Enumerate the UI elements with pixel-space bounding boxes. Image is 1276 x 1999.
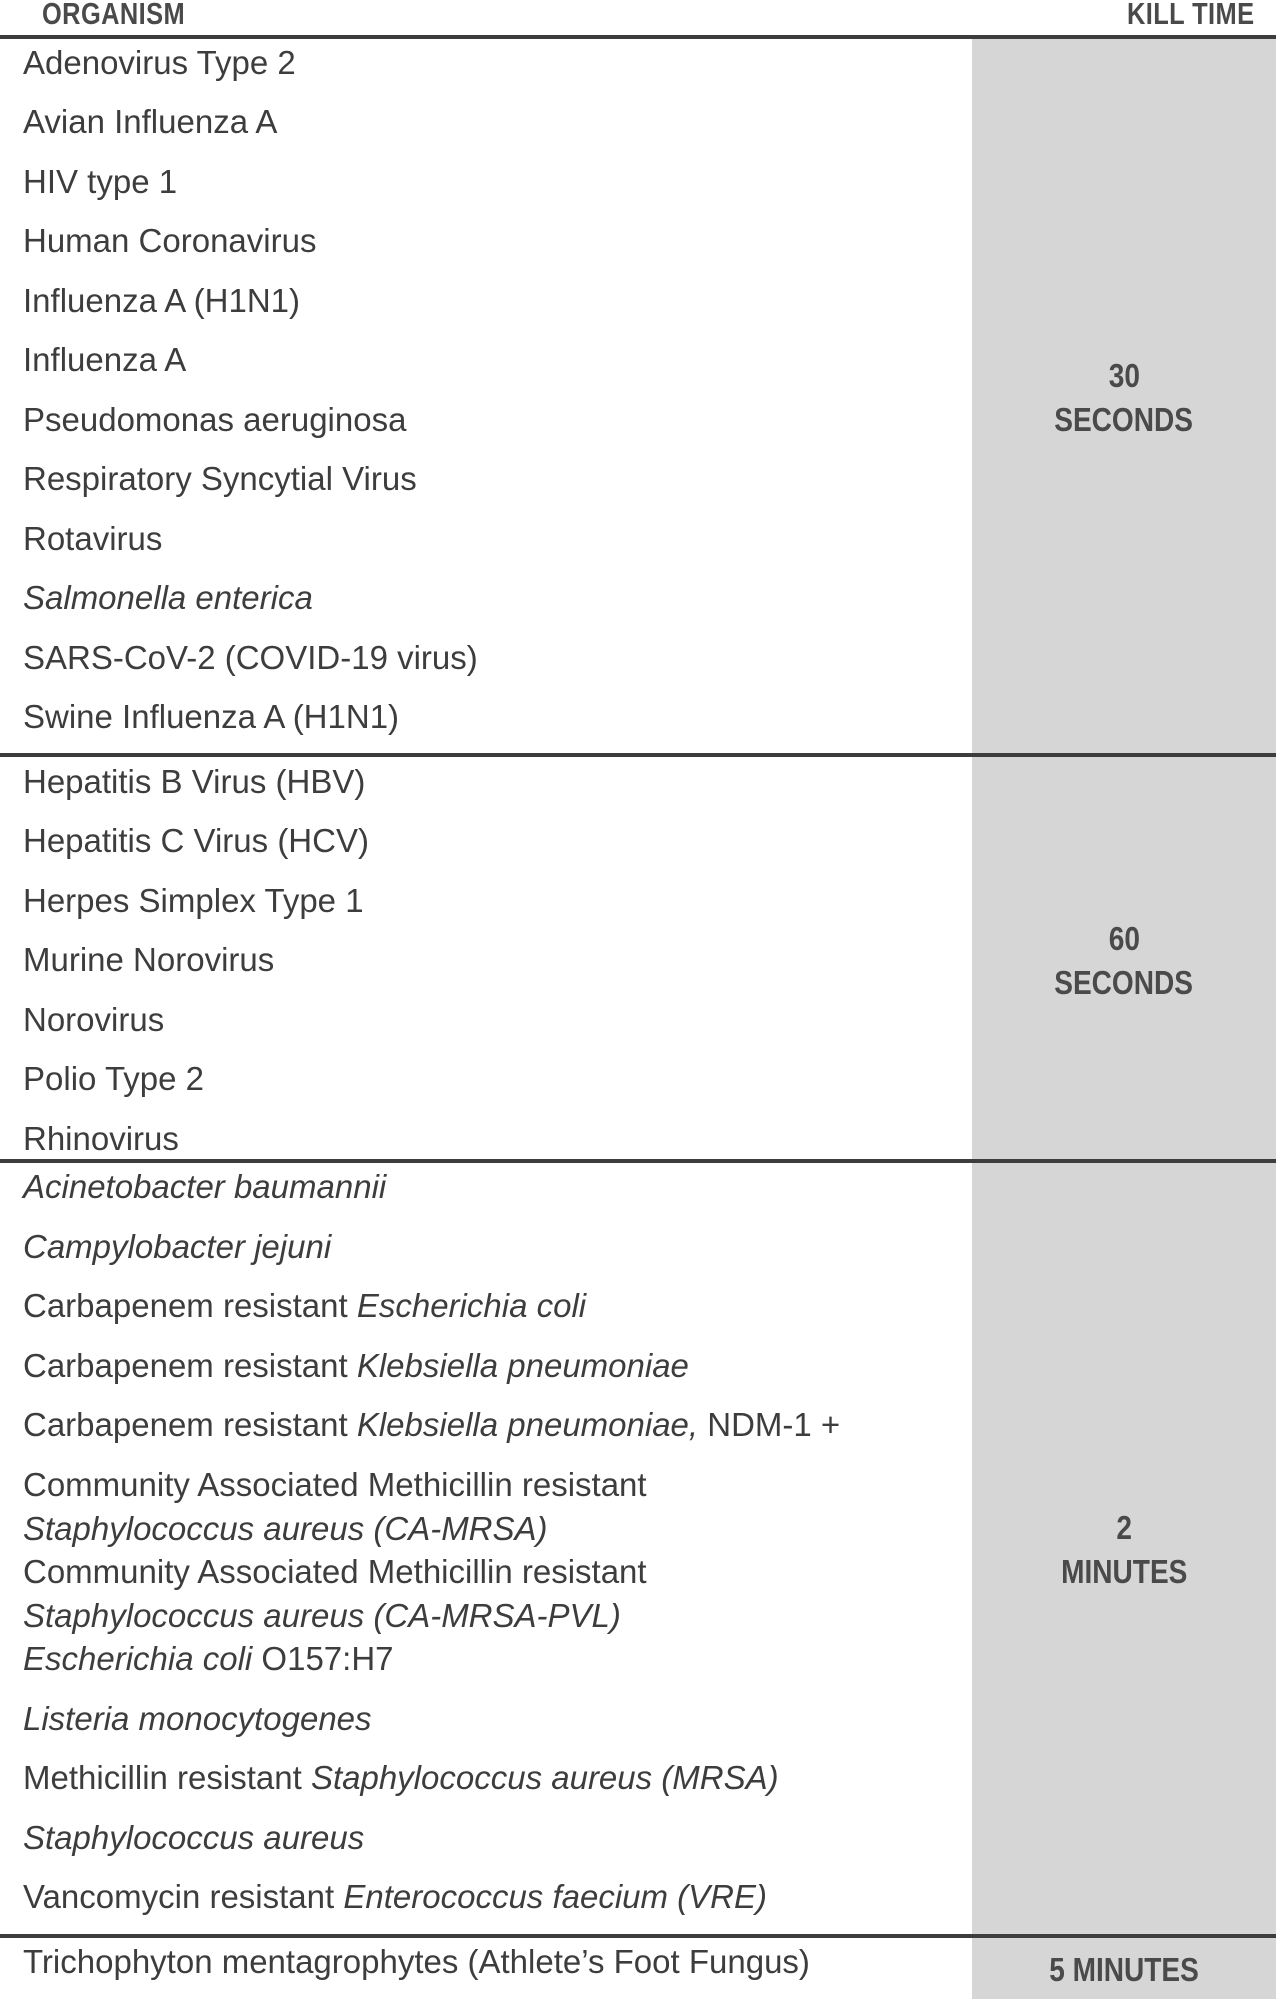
- kill-time-header: KILL TIME: [1126, 0, 1254, 31]
- organism-name-italic: Salmonella enterica: [23, 579, 313, 616]
- organism-name-text: Rhinovirus: [23, 1120, 179, 1157]
- organism-name-text: Community Associated Methicillin resistant: [23, 1553, 647, 1590]
- organism-name-text: Hepatitis C Virus (HCV): [23, 822, 369, 859]
- header-rule: [0, 35, 1276, 39]
- organism-name-text: Herpes Simplex Type 1: [23, 882, 364, 919]
- kill-time-line: 30: [1108, 357, 1140, 394]
- organism-name-text: Swine Influenza A (H1N1): [23, 698, 400, 735]
- organism-name-italic: Campylobacter jejuni: [23, 1228, 332, 1265]
- organism-name-text: Avian Influenza A: [23, 103, 278, 140]
- organism-name-text: Respiratory Syncytial Virus: [23, 460, 417, 497]
- organism-row: [23, 1465, 647, 1505]
- organism-name-italic: Klebsiella pneumoniae: [356, 1347, 689, 1384]
- organism-row: [23, 1596, 621, 1636]
- organism-row: [23, 1227, 331, 1267]
- organism-name-italic: Staphylococcus aureus: [23, 1819, 365, 1856]
- organism-name-text: HIV type 1: [23, 163, 178, 200]
- organism-name-italic: Enterococcus faecium: [343, 1878, 669, 1915]
- organism-row: [23, 940, 274, 980]
- organism-row: [23, 1699, 372, 1739]
- organism-name-text: Carbapenem resistant: [23, 1347, 357, 1384]
- organism-row: [23, 1059, 204, 1099]
- organism-name-text: Murine Norovirus: [23, 941, 275, 978]
- organism-name-text: Community Associated Methicillin resistant: [23, 1466, 647, 1503]
- organism-name-italic: Staphylococcus aureus (CA-MRSA-PVL): [23, 1597, 621, 1634]
- kill-time-line: 60: [1108, 920, 1140, 957]
- organism-name-text: Trichophyton mentagrophytes (Athlete’s Foot Fungus): [23, 1943, 810, 1980]
- organism-row: [23, 221, 316, 261]
- organism-row: [23, 1167, 386, 1207]
- group-divider: [0, 753, 1276, 757]
- kill-time-column-background: [972, 37, 1276, 1999]
- organism-name-text: Hepatitis B Virus (HBV): [23, 763, 366, 800]
- organism-row: [23, 1877, 767, 1917]
- kill-time-line: 2: [1116, 1509, 1132, 1546]
- organism-row: [23, 400, 406, 440]
- organism-row: [23, 102, 277, 142]
- organism-row: [23, 1000, 164, 1040]
- organism-row: [23, 1509, 548, 1549]
- organism-row: [23, 459, 417, 499]
- organism-row: [23, 1346, 689, 1386]
- organism-row: [23, 340, 186, 380]
- kill-time-line: SECONDS: [1054, 401, 1194, 438]
- kill-time-value: [972, 917, 1276, 1005]
- organism-name-text: Carbapenem resistant: [23, 1406, 357, 1443]
- organism-name-text: Norovirus: [23, 1001, 165, 1038]
- organism-name-text: Vancomycin resistant: [23, 1878, 344, 1915]
- organism-name-text: SARS-CoV-2 (COVID-19 virus): [23, 639, 478, 676]
- organism-name-italic: Escherichia coli: [23, 1640, 253, 1677]
- organism-name-text: Polio Type 2: [23, 1060, 205, 1097]
- organism-name-italic: Acinetobacter baumannii: [23, 1168, 387, 1205]
- organism-name-text: O157:H7: [252, 1640, 394, 1677]
- organism-row: [23, 1286, 586, 1326]
- organism-row: [23, 762, 365, 802]
- kill-time-line: 5 MINUTES: [1049, 1951, 1199, 1988]
- organism-row: [23, 1639, 394, 1679]
- organism-name-italic: Staphylococcus aureus (MRSA): [310, 1759, 779, 1796]
- kill-time-line: MINUTES: [1060, 1553, 1188, 1590]
- organism-name-text: Methicillin resistant: [23, 1759, 311, 1796]
- organism-row: [23, 881, 364, 921]
- organism-name-text: NDM-1 +: [698, 1406, 841, 1443]
- organism-row: [23, 1942, 810, 1982]
- organism-row: [23, 697, 399, 737]
- organism-name-text: Rotavirus: [23, 520, 163, 557]
- kill-time-line: SECONDS: [1054, 964, 1194, 1001]
- group-divider: [0, 1934, 1276, 1938]
- organism-row: [23, 281, 300, 321]
- organism-name-text: Pseudomonas aeruginosa: [23, 401, 407, 438]
- organism-row: [23, 43, 296, 83]
- organism-name-text: Influenza A (H1N1): [23, 282, 300, 319]
- organism-row: [23, 1818, 364, 1858]
- organism-name-text: Human Coronavirus: [23, 222, 317, 259]
- organism-name-italic: Listeria monocytogenes: [23, 1700, 372, 1737]
- organism-header: ORGANISM: [42, 0, 186, 31]
- group-divider: [0, 1159, 1276, 1163]
- organism-row: [23, 162, 177, 202]
- organism-row: [23, 1405, 840, 1445]
- organism-name-text: Influenza A: [23, 341, 187, 378]
- organism-name-text: Adenovirus Type 2: [23, 44, 296, 81]
- organism-row: [23, 519, 162, 559]
- organism-name-italic: Klebsiella pneumoniae,: [356, 1406, 699, 1443]
- kill-time-value: [972, 354, 1276, 442]
- organism-row: [23, 1552, 647, 1592]
- organism-row: [23, 578, 313, 618]
- organism-name-italic: Staphylococcus aureus (CA-MRSA): [23, 1510, 548, 1547]
- organism-row: [23, 1758, 779, 1798]
- organism-row: [23, 821, 369, 861]
- organism-row: [23, 638, 478, 678]
- kill-time-value: [972, 1506, 1276, 1594]
- organism-name-text: Carbapenem resistant: [23, 1287, 357, 1324]
- organism-name-italic: Escherichia coli: [356, 1287, 587, 1324]
- kill-time-value: [972, 1948, 1276, 1992]
- organism-row: [23, 1119, 179, 1159]
- organism-name-italic: (VRE): [668, 1878, 768, 1915]
